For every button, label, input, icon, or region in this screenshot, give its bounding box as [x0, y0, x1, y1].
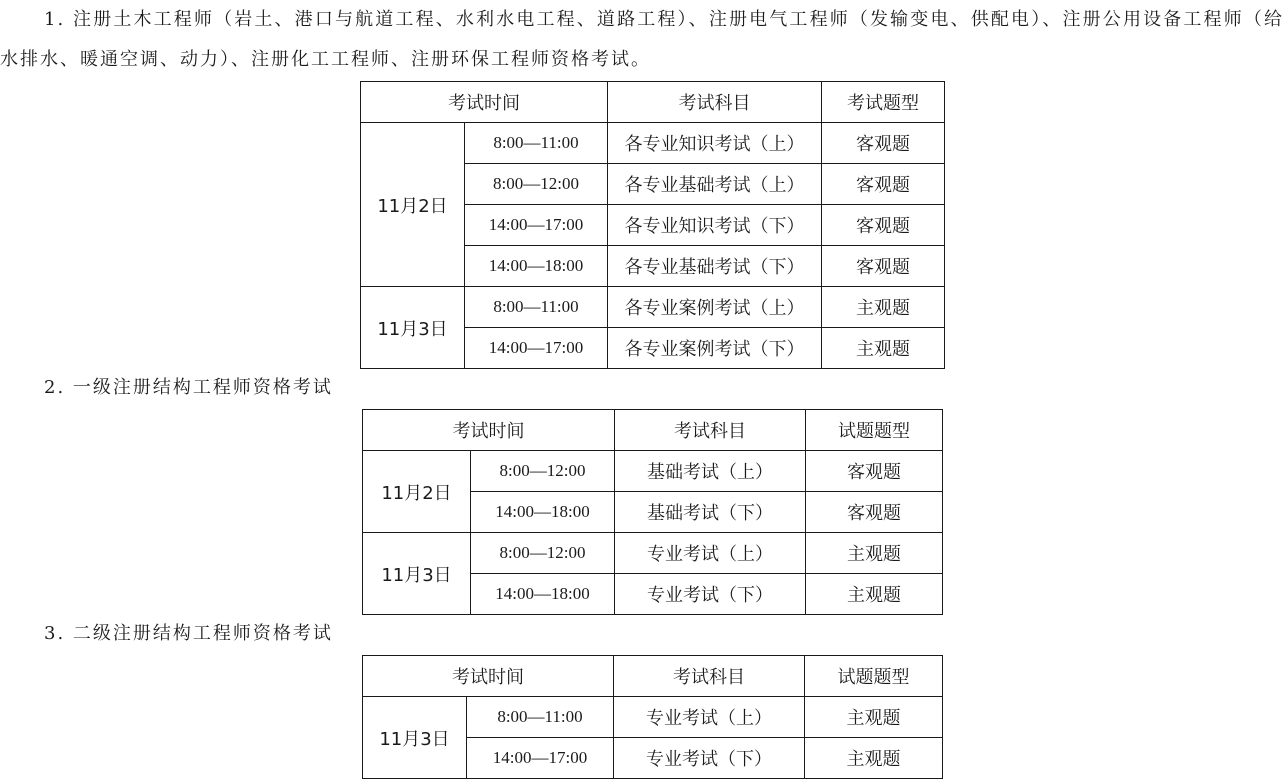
time-cell: 14:00—18:00 [471, 492, 615, 533]
date-cell: 11月3日 [363, 533, 471, 615]
type-cell: 客观题 [822, 205, 945, 246]
time-cell: 8:00—11:00 [465, 287, 608, 328]
table-header-row [363, 410, 943, 451]
header-exam-type: 试题题型 [806, 410, 943, 451]
section-2-heading: 2. 一级注册结构工程师资格考试 [44, 377, 333, 398]
time-cell: 14:00—17:00 [467, 738, 614, 779]
subject-cell: 各专业知识考试（下） [608, 205, 822, 246]
header-exam-type: 试题题型 [805, 656, 943, 697]
time-cell: 8:00—11:00 [467, 697, 614, 738]
type-cell: 主观题 [822, 328, 945, 369]
table-row [363, 697, 943, 738]
subject-cell: 各专业知识考试（上） [608, 123, 822, 164]
type-cell: 客观题 [822, 164, 945, 205]
header-exam-type: 考试题型 [822, 82, 945, 123]
header-exam-time: 考试时间 [363, 410, 615, 451]
table-row [363, 533, 943, 574]
time-cell: 14:00—18:00 [465, 246, 608, 287]
type-cell: 主观题 [805, 738, 943, 779]
header-exam-subject: 考试科目 [614, 656, 805, 697]
time-cell: 8:00—12:00 [465, 164, 608, 205]
date-cell: 11月3日 [361, 287, 465, 369]
date-cell: 11月2日 [361, 123, 465, 287]
type-cell: 客观题 [806, 492, 943, 533]
time-cell: 14:00—17:00 [465, 328, 608, 369]
subject-cell: 专业考试（上） [614, 697, 805, 738]
table-header-row [363, 656, 943, 697]
subject-cell: 各专业案例考试（下） [608, 328, 822, 369]
header-exam-time: 考试时间 [361, 82, 608, 123]
date-cell: 11月3日 [363, 697, 467, 779]
subject-cell: 专业考试（下） [614, 738, 805, 779]
time-cell: 14:00—18:00 [471, 574, 615, 615]
section-3-heading: 3. 二级注册结构工程师资格考试 [44, 623, 333, 644]
type-cell: 客观题 [822, 246, 945, 287]
type-cell: 客观题 [822, 123, 945, 164]
header-exam-time: 考试时间 [363, 656, 614, 697]
subject-cell: 基础考试（下） [615, 492, 806, 533]
time-cell: 8:00—11:00 [465, 123, 608, 164]
exam-schedule-table-1 [360, 81, 945, 369]
time-cell: 8:00—12:00 [471, 451, 615, 492]
type-cell: 主观题 [805, 697, 943, 738]
exam-schedule-table-2 [362, 409, 943, 615]
subject-cell: 各专业基础考试（下） [608, 246, 822, 287]
time-cell: 14:00—17:00 [465, 205, 608, 246]
type-cell: 客观题 [806, 451, 943, 492]
subject-cell: 各专业案例考试（上） [608, 287, 822, 328]
table-row [363, 451, 943, 492]
subject-cell: 专业考试（上） [615, 533, 806, 574]
type-cell: 主观题 [822, 287, 945, 328]
table-row [361, 123, 945, 164]
date-cell: 11月2日 [363, 451, 471, 533]
type-cell: 主观题 [806, 574, 943, 615]
time-cell: 8:00—12:00 [471, 533, 615, 574]
type-cell: 主观题 [806, 533, 943, 574]
subject-cell: 基础考试（上） [615, 451, 806, 492]
section-1-heading: 1. 注册土木工程师（岩土、港口与航道工程、水利水电工程、道路工程）、注册电气工程师（发输变电、供配电）、注册公用设备工程师（给水排水、暖通空调、动力）、注册化工工程师、注册环保工程师资格考试。 [0, 9, 1284, 70]
subject-cell: 各专业基础考试（上） [608, 164, 822, 205]
subject-cell: 专业考试（下） [615, 574, 806, 615]
exam-schedule-table-3 [362, 655, 943, 779]
table-header-row [361, 82, 945, 123]
header-exam-subject: 考试科目 [615, 410, 806, 451]
header-exam-subject: 考试科目 [608, 82, 822, 123]
table-row [361, 287, 945, 328]
